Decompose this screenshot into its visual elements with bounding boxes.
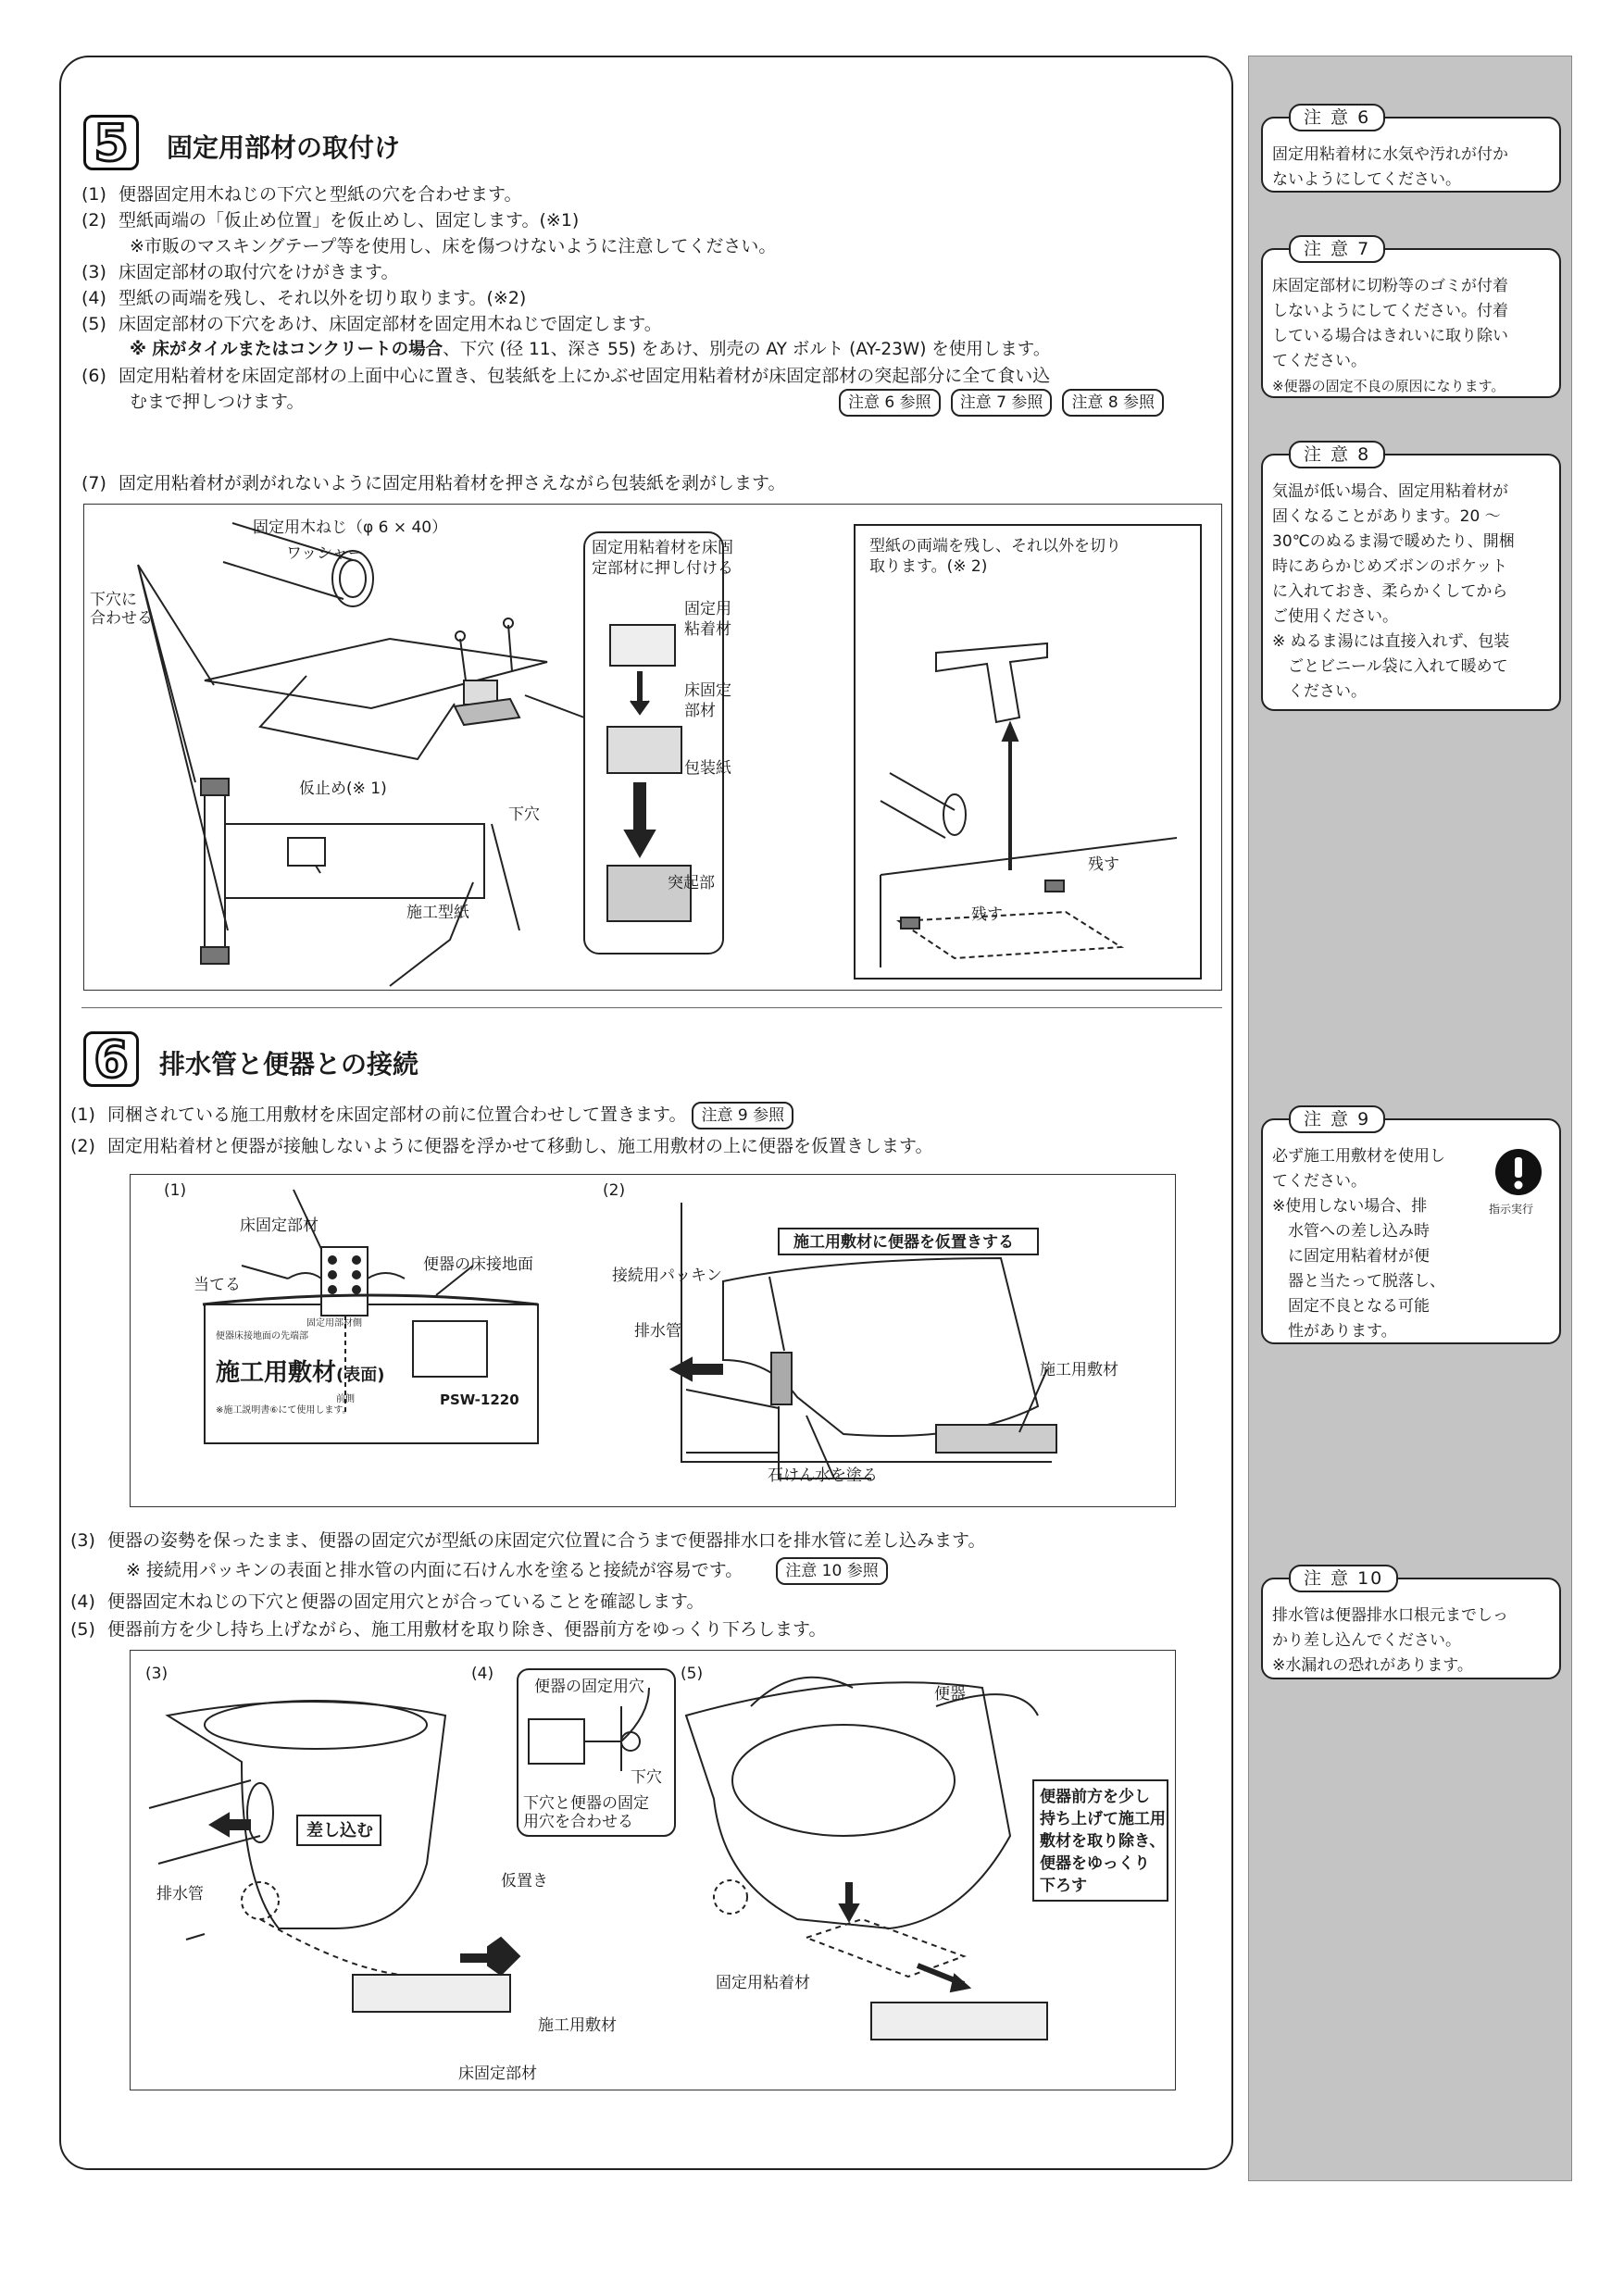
- label-align-2: 合わせる: [90, 609, 153, 628]
- note-8: 注 意 8 気温が低い場合、固定用粘着材が 固くなることがあります。20 ～ 30℃のぬるま湯で暖めたり、開梱 時にあらかじめズボンのポケット に入れておき、柔らかくしてから ご使用ください。 ※ ぬるま湯には直接入れず、包装 ごとビニール袋に入れて暖めて ください。: [1261, 454, 1561, 711]
- ref-note-8[interactable]: 注意 8 参照: [1062, 389, 1164, 417]
- exclamation-icon: [1494, 1148, 1543, 1196]
- ref-note-6[interactable]: 注意 6 参照: [839, 389, 941, 417]
- section-6-number: 6: [83, 1031, 139, 1087]
- label-template: 施工型紙: [406, 904, 469, 922]
- note-7-tab: 注 意 7: [1289, 235, 1385, 263]
- s6-step-3-note: ※ 接続用パッキンの表面と排水管の内面に石けん水を塗ると接続が容易です。 注意 10 参照: [126, 1557, 888, 1585]
- note-6: 注 意 6 固定用粘着材に水気や汚れが付か ないようにしてください。: [1261, 117, 1561, 193]
- label-cut-1: 型紙の両端を残し、それ以外を切り: [869, 537, 1121, 555]
- fig6-2-label-5: (5): [681, 1665, 704, 1683]
- label-leave-right: 残す: [1088, 855, 1119, 874]
- label-press-2: 定部材に押し付ける: [592, 559, 733, 578]
- label-insert: 差し込む: [306, 1821, 373, 1841]
- label-adhesive-1: 固定用: [684, 600, 731, 618]
- section-6-figure-1: [130, 1174, 1176, 1507]
- label-banner: 施工用敷材に便器を仮置きする: [793, 1233, 1014, 1252]
- s5-step-6-cont: むまで押しつけます。: [130, 392, 305, 412]
- s5-step-4: (4) 型紙の両端を残し、それ以外を切り取ります。(※2): [81, 288, 527, 308]
- fig6-1-label-1: (1): [164, 1181, 187, 1200]
- label-leave-left: 残す: [971, 905, 1003, 924]
- label-toilet: 便器: [934, 1685, 966, 1703]
- section-6-illustration-2: [131, 1651, 1177, 2091]
- note-9-tab: 注 意 9: [1289, 1105, 1385, 1133]
- s5-step-3: (3) 床固定部材の取付穴をけがきます。: [81, 262, 399, 282]
- label-soap: 石けん水を塗る: [768, 1466, 878, 1485]
- s5-step-7: (7) 固定用粘着材が剥がれないように固定用粘着材を押さえながら包装紙を剥がします。: [81, 473, 786, 493]
- label-drain-pipe: 排水管: [634, 1322, 681, 1341]
- mat-code: PSW-1220: [440, 1391, 519, 1408]
- s6-step-5: (5) 便器前方を少し持ち上げながら、施工用敷材を取り除き、便器前方をゆっくり下ろします。: [70, 1619, 827, 1640]
- note-10-tab: 注 意 10: [1289, 1565, 1398, 1592]
- label-mat: 施工用敷材: [1040, 1361, 1118, 1379]
- fig6-2-label-4: (4): [471, 1665, 494, 1683]
- s5-tile-note: ※ 床がタイルまたはコンクリートの場合、下穴 (径 11、深さ 55) をあけ、別売の AY ボルト (AY-23W) を使用します。: [130, 340, 1051, 359]
- label-adhesive-2: 粘着材: [684, 620, 731, 639]
- label-pilot-hole-2: 下穴: [631, 1768, 662, 1787]
- label-align-holes-2: 用穴を合わせる: [523, 1813, 633, 1831]
- mat-small-2: 固定用部材側: [306, 1318, 362, 1329]
- label-temp-place: 仮置き: [501, 1872, 548, 1890]
- section-6-title: 排水管と便器との接続: [159, 1049, 419, 1079]
- mat-small-3: ※施工説明書⑥にて使用します。: [216, 1405, 352, 1416]
- section-5-figure: [83, 504, 1222, 991]
- fig6-1-label-2: (2): [603, 1181, 626, 1200]
- note-8-tab: 注 意 8: [1289, 441, 1385, 468]
- label-wrap: 包装紙: [684, 759, 731, 778]
- s5-step-2: (2) 型紙両端の「仮止め位置」を仮止めし、固定します。(※1): [81, 210, 580, 231]
- label-floor-contact-surface: 便器の床接地面: [423, 1255, 533, 1274]
- label-lift-instructions: 便器前方を少し 持ち上げて施工用 敷材を取り除き、 便器をゆっくり 下ろす: [1040, 1788, 1166, 1895]
- note-6-tab: 注 意 6: [1289, 104, 1385, 131]
- s5-refs: [833, 389, 1164, 417]
- ref-note-9[interactable]: 注意 9 参照: [692, 1102, 793, 1129]
- label-screw: 固定用木ねじ（φ 6 × 40）: [253, 518, 448, 537]
- label-protrusion: 突起部: [668, 874, 715, 892]
- s6-step-1: (1) 同梱されている施工用敷材を床固定部材の前に位置合わせして置きます。 注意 9 参照: [70, 1102, 793, 1129]
- section-5-number: 5: [83, 115, 139, 170]
- label-adhesive-3: 固定用粘着材: [716, 1974, 810, 1992]
- fig6-2-label-3: (3): [145, 1665, 169, 1683]
- label-align-holes-1: 下穴と便器の固定: [523, 1794, 649, 1813]
- s5-step-6: (6) 固定用粘着材を床固定部材の上面中心に置き、包装紙を上にかぶせ固定用粘着材が床固定部材の突起部分に全て食い込: [81, 366, 1051, 386]
- note-10: 注 意 10 排水管は便器排水口根元までしっ かり差し込んでください。 ※水漏れの恐れがあります。: [1261, 1578, 1561, 1679]
- section-5-title: 固定用部材の取付け: [167, 132, 401, 163]
- label-pilot-hole: 下穴: [508, 805, 540, 824]
- label-floor-fix-2: 床固定部材: [458, 2065, 537, 2083]
- label-floor-fix-1: 床固定: [684, 681, 731, 700]
- label-align-1: 下穴に: [90, 591, 137, 609]
- label-drain-pipe-2: 排水管: [156, 1885, 204, 1903]
- label-cut-2: 取ります。(※ 2): [869, 557, 988, 576]
- note-7: 注 意 7 床固定部材に切粉等のゴミが付着 しないようにしてください。付着 している場合はきれいに取り除い てください。 ※便器の固定不良の原因になります。: [1261, 248, 1561, 398]
- label-packing: 接続用パッキン: [612, 1267, 722, 1285]
- s5-step-1: (1) 便器固定用木ねじの下穴と型紙の穴を合わせます。: [81, 184, 522, 205]
- note-9: 注 意 9 必ず施工用敷材を使用し てください。 ※使用しない場合、排 水管への差し込み時 に固定用粘着材が便 器と当たって脱落し、 固定不良となる可能 性があります。 指示実行: [1261, 1118, 1561, 1344]
- mat-small-1: 便器床接地面の先端部: [216, 1331, 308, 1341]
- ref-note-7[interactable]: 注意 7 参照: [951, 389, 1053, 417]
- section-6-figure-2: [130, 1650, 1176, 2090]
- label-floor-fix-2: 部材: [684, 702, 716, 720]
- instruction-icon-label: 指示実行: [1489, 1203, 1534, 1216]
- label-contact: 当てる: [194, 1276, 241, 1294]
- label-floor-fix-part: 床固定部材: [240, 1217, 319, 1235]
- section-divider: [81, 1007, 1222, 1008]
- label-mat-2: 施工用敷材: [538, 2016, 617, 2035]
- s6-step-2: (2) 固定用粘着材と便器が接触しないように便器を浮かせて移動し、施工用敷材の上に便器を仮置きします。: [70, 1136, 933, 1156]
- mat-front: 前側: [336, 1394, 355, 1404]
- label-fix-hole: 便器の固定用穴: [534, 1678, 644, 1696]
- label-press-1: 固定用粘着材を床固: [592, 539, 733, 557]
- s5-step-5: (5) 床固定部材の下穴をあけ、床固定部材を固定用木ねじで固定します。: [81, 314, 662, 334]
- label-temp-fix: 仮止め(※ 1): [299, 780, 387, 798]
- label-washer: ワッシャー: [286, 544, 364, 563]
- s6-step-4: (4) 便器固定木ねじの下穴と便器の固定用穴とが合っていることを確認します。: [70, 1591, 705, 1612]
- mat-title: 施工用敷材(表面): [216, 1359, 385, 1387]
- s6-step-3: (3) 便器の姿勢を保ったまま、便器の固定穴が型紙の床固定穴位置に合うまで便器排水口を排水管に差し込みます。: [70, 1530, 986, 1551]
- ref-note-10[interactable]: 注意 10 参照: [776, 1557, 887, 1585]
- s5-step-2-note: ※市販のマスキングテープ等を使用し、床を傷つけないように注意してください。: [130, 236, 777, 256]
